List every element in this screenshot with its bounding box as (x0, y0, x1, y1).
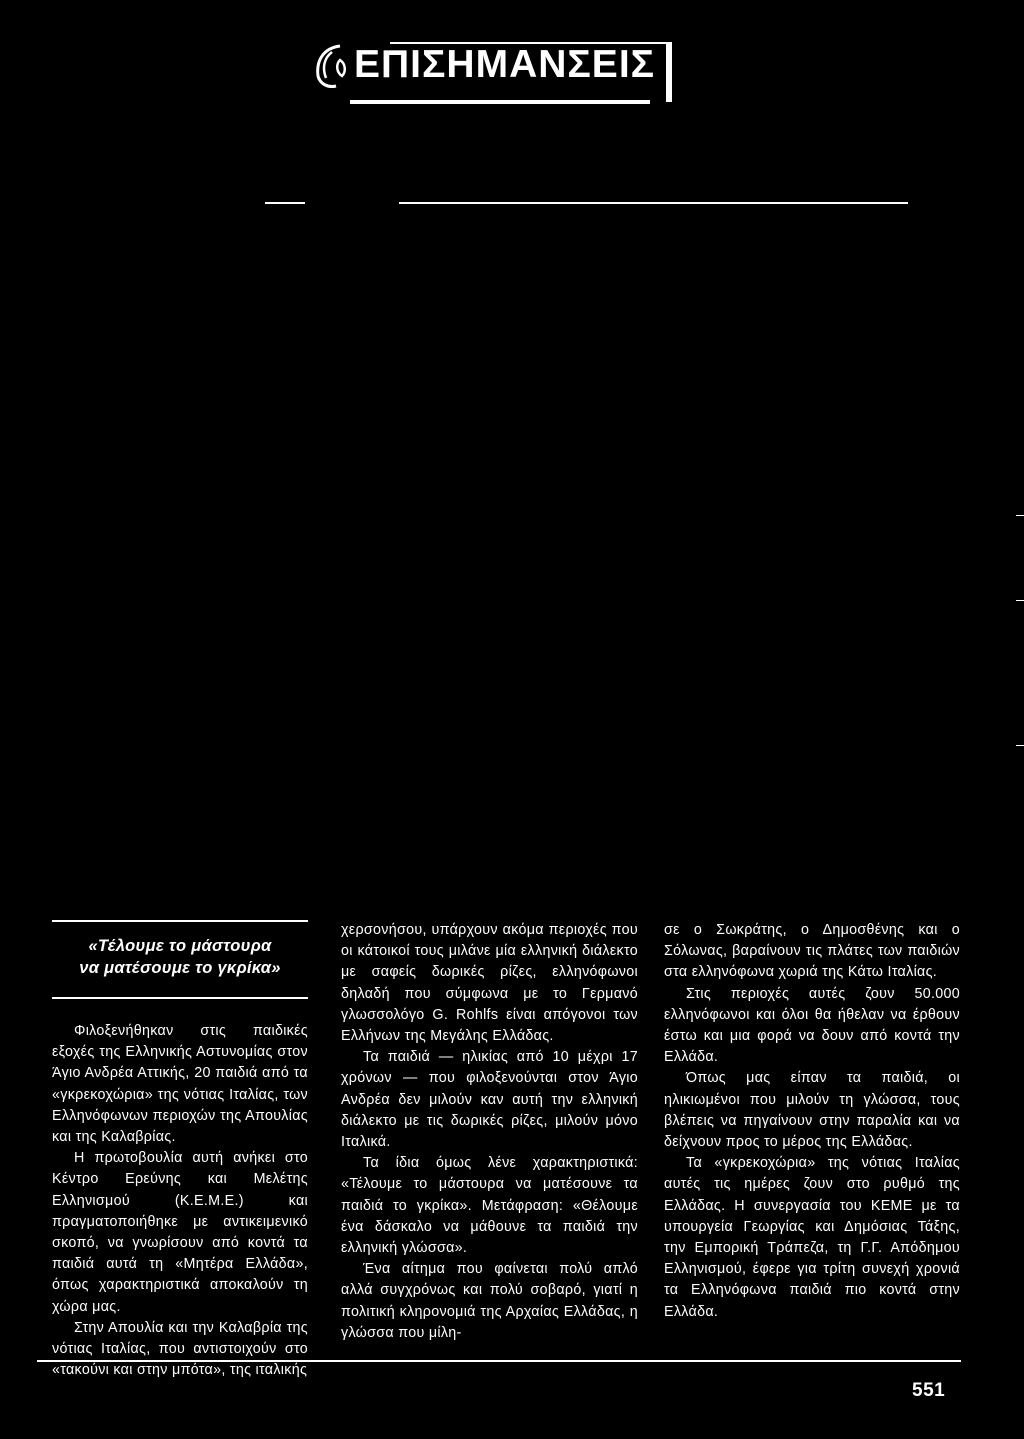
heading-line-2: να ματέσουμε το γκρίκα» (79, 959, 281, 977)
footer-rule (37, 1360, 961, 1362)
article-column-left (52, 920, 308, 1381)
paragraph: Στην Απουλία και την Καλαβρία της νότιας Ιταλίας, που αντιστοιχούν στο «τακούνι και στην μπότα», της ιταλικής (52, 1319, 308, 1379)
article-column-middle (341, 920, 638, 1344)
paragraph: Όπως μας είπαν τα παιδιά, οι ηλικιωμένοι που μιλούν τη γλώσσα, τους βλέπεις να πηγαίνουν στην παραλία και να δείχνουν προς το μέρος της Ελλάδας. (664, 1070, 960, 1151)
top-rule-long (399, 202, 908, 204)
header-underline (350, 100, 650, 104)
paragraph: χερσονήσου, υπάρχουν ακόμα περιοχές που οι κάτοικοί τους μιλάνε μία ελληνική διάλεκτο με σαφείς δωρικές ρίζες, ελληνόφωνοι δηλαδή που σύμφωνα με το Γερμανό γλωσσολόγο G. Rohlfs είναι απόγονοι των Ελλήνων της Μεγάλης Ελλάδας. (341, 922, 638, 1045)
heading-bottom-rule (52, 997, 308, 999)
paragraph: σε ο Σωκράτης, ο Δημοσθένης και ο Σόλωνας, βαραίνουν τις πλάτες των παιδιών στα ελληνόφωνα χωριά της Κάτω Ιταλίας. (664, 922, 960, 981)
paragraph: Φιλοξενήθηκαν στις παιδικές εξοχές της Ελληνικής Αστυνομίας στον Άγιο Ανδρέα Αττικής, 20 παιδιά από τα «γκρεκοχώρια» της νότιας Ιταλίας, των Ελληνόφωνων περιοχών της Απουλίας και της Καλαβρίας. (52, 1023, 308, 1146)
section-title: ΕΠΙΣΗΜΑΝΣΕΙΣ (354, 43, 656, 86)
top-rule-short (265, 202, 305, 204)
paragraph: Τα «γκρεκοχώρια» της νότιας Ιταλίας αυτές τις ημέρες ζουν στο ρυθμό της Ελλάδας. Η συνεργασία του ΚΕΜΕ με τα υπουργεία Γεωργίας και Δημόσιας Τάξης, την Εμπορική Τράπεζα, τη Γ.Γ. Απόδημου Ελληνισμού, έφερε για τρίτη συνεχή χρονιά τα Ελληνόφωνα παιδιά πιο κοντά στην Ελλάδα. (664, 1155, 960, 1320)
paragraph: Ένα αίτημα που φαίνεται πολύ απλό αλλά συγχρόνως και πολύ σοβαρό, γιατί η πολιτική κληρονομιά της Αρχαίας Ελλάδας, η γλώσσα που μίλη- (341, 1261, 638, 1341)
section-header (310, 30, 672, 108)
article-heading (52, 935, 308, 979)
heading-top-rule (52, 920, 308, 922)
paragraph: Τα ίδια όμως λένε χαρακτηριστικά: «Τέλουμε το μάστουρα να ματέσουνε τα παιδιά το γκρίκα». Μετάφραση: «Θέλουμε ένα δάσκαλο να μάθουνε τα παιδιά την ελληνική γλώσσα». (341, 1155, 638, 1257)
header-vertical-bar (666, 42, 672, 102)
heading-line-1: «Τέλουμε το μάστουρα (88, 937, 272, 955)
page-number: 551 (912, 1380, 946, 1401)
margin-tick (1016, 600, 1024, 601)
article-column-right (664, 920, 960, 1323)
laurel-emblem-icon (310, 42, 352, 90)
margin-tick (1016, 745, 1024, 746)
paragraph: Τα παιδιά — ηλικίας από 10 μέχρι 17 χρόνων — που φιλοξενούνται στον Άγιο Ανδρέα δεν μιλούν καν αυτή την ελληνική διάλεκτο με τις δωρικές ρίζες, μιλούν μόνο Ιταλικά. (341, 1049, 638, 1151)
paragraph: Η πρωτοβουλία αυτή ανήκει στο Κέντρο Ερεύνης και Μελέτης Ελληνισμού (Κ.Ε.Μ.Ε.) και πραγματοποιήθηκε με αντικειμενικό σκοπό, να γνωρίσουν από κοντά τα παιδιά αυτά τη «Μητέρα Ελλάδα», όπως χαρακτηριστικά αποκαλούν τη χώρα μας. (52, 1150, 308, 1315)
paragraph: Στις περιοχές αυτές ζουν 50.000 ελληνόφωνοι και όλοι θα ήθελαν να έρθουν έστω και μια φορά να δουν από κοντά την Ελλάδα. (664, 985, 960, 1066)
margin-tick (1016, 515, 1024, 516)
